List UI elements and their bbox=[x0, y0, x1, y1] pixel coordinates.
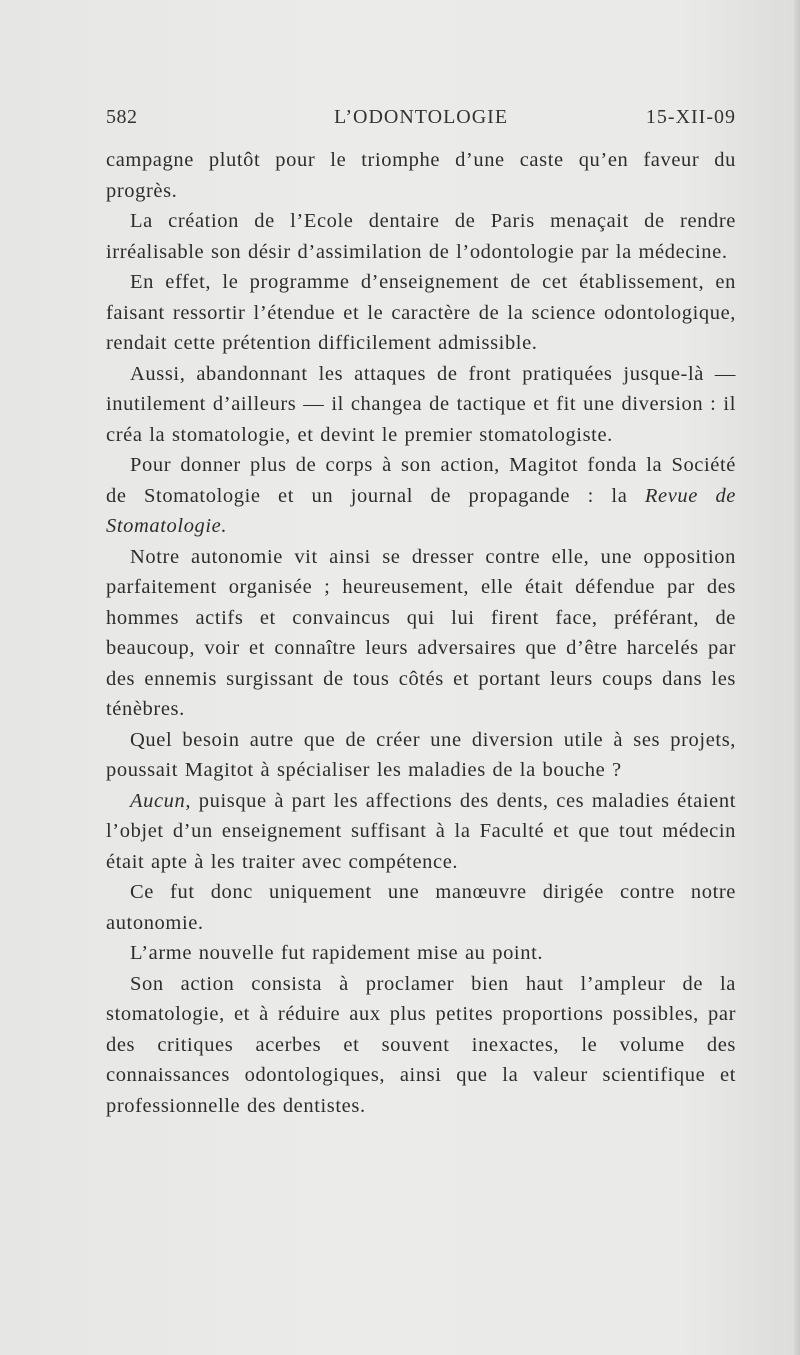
paragraph-7: Quel besoin autre que de créer une diversion utile à ses projets, poussait Magitot à spécialiser les maladies de la bouche ? bbox=[106, 728, 736, 781]
paragraph-2: La création de l’Ecole dentaire de Paris menaçait de rendre irréalisable son désir d’assimilation de l’odontologie par la médecine. bbox=[106, 210, 736, 263]
paragraph-8 bbox=[106, 786, 736, 878]
paragraph-5 bbox=[106, 450, 736, 542]
paragraph-8-text: puisque à part les affections des dents, ces maladies étaient l’objet d’un enseignement suffisant à la Faculté et que tout médecin était apte à les traiter avec compétence. bbox=[106, 789, 736, 873]
running-head bbox=[106, 106, 736, 136]
page-edge-shadow bbox=[794, 0, 800, 1355]
paragraph-11: Son action consista à proclamer bien haut l’ampleur de la stomatologie, et à réduire aux plus petites proportions possibles, par des critiques acerbes et souvent inexactes, le volume des connaissances odontologiques, ainsi que la valeur scientifique et professionnelle des dentistes. bbox=[106, 972, 736, 1117]
journal-name-italic: Revue de Stomatologie. bbox=[106, 484, 736, 537]
paragraph-10: L’arme nouvelle fut rapidement mise au point. bbox=[130, 942, 544, 964]
page-number: 582 bbox=[106, 106, 138, 128]
paragraph-9: Ce fut donc uniquement une manœuvre dirigée contre notre autonomie. bbox=[106, 881, 736, 934]
paragraph-1: campagne plutôt pour le triomphe d’une caste qu’en faveur du progrès. bbox=[106, 149, 736, 202]
body-text bbox=[106, 145, 736, 1121]
paragraph-5-text: Pour donner plus de corps à son action, Magitot fonda la Société de Stomatologie et un journal de propagande : la bbox=[106, 454, 736, 507]
paragraph-3: En effet, le programme d’enseignement de cet établissement, en faisant ressortir l’étendue et le caractère de la science odontologique, rendait cette prétention difficilement admissible. bbox=[106, 271, 736, 354]
journal-title: L’ODONTOLOGIE bbox=[333, 106, 509, 128]
issue-date: 15-XII-09 bbox=[645, 106, 736, 128]
paragraph-6: Notre autonomie vit ainsi se dresser contre elle, une opposition parfaitement organisée ; heureusement, elle était défendue par des hommes actifs et convaincus qui lui firent face, préférant, de beaucoup, voir et connaître leurs adversaires que d’être harcelés par des ennemis surgissant de tous côtés et portant leurs coups dans les ténèbres. bbox=[106, 545, 736, 720]
paragraph-8-italic: Aucun, bbox=[130, 789, 192, 812]
paragraph-4: Aussi, abandonnant les attaques de front pratiquées jusque-là — inutilement d’ailleurs — il changea de tactique et fit une diversion : il créa la stomatologie, et devint le premier stomatologiste. bbox=[106, 362, 736, 446]
